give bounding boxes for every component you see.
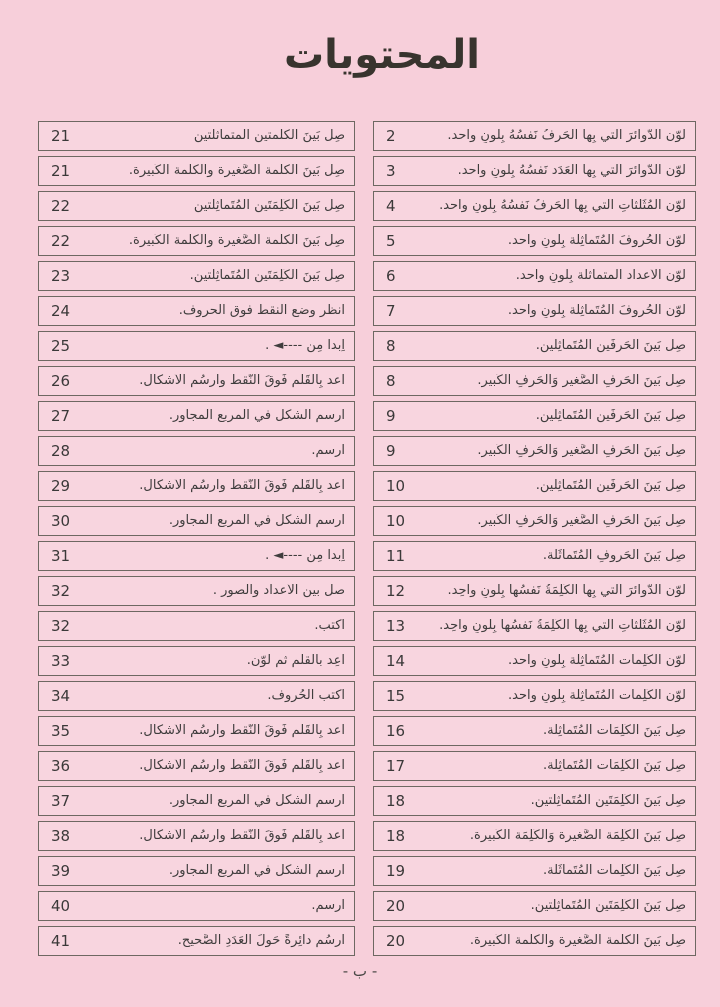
toc-row	[373, 646, 696, 676]
page-number: 24	[51, 302, 71, 320]
page-number: 32	[51, 582, 71, 600]
page-number: 32	[51, 617, 71, 635]
toc-row	[373, 261, 696, 291]
entry-title: لوّن الدّوائرَ التي بِها العَدَد نَفسُهُ بِلَونٍ واحد.	[457, 163, 686, 178]
page-number: 21	[51, 162, 71, 180]
toc-table	[38, 121, 696, 961]
page-number: 10	[386, 512, 406, 530]
entry-title: لوّن الدّوائرَ التي بِها الحَرفُ نَفسُهُ بِلَونٍ واحد.	[447, 128, 686, 143]
toc-row	[38, 156, 355, 186]
entry-title: أعد بِالقَلَمِ فَوقَ النُّقط وارسُم الأشكال.	[139, 373, 345, 388]
page-number: 39	[51, 862, 71, 880]
toc-row	[38, 366, 355, 396]
toc-row	[38, 576, 355, 606]
entry-title: ارسم الشكل في المربع المجاور.	[168, 793, 345, 808]
toc-row	[373, 471, 696, 501]
page-number: 3	[386, 162, 396, 180]
entry-title: انظر وضع النقط فوق الحروف.	[178, 303, 345, 318]
entry-title: صِل بَينَ الكَلِمَتَينِ المُتَماثِلتين.	[530, 793, 686, 808]
entry-title: صِل بَينَ الكَلِمَة الصَّغيرة وَالكَلِمَة الكَبيرة.	[469, 828, 686, 843]
toc-row	[373, 576, 696, 606]
entry-title: صِل بَينَ الكلمة الصَّغيرة والكلمة الكَبيرة.	[128, 233, 345, 248]
toc-row	[38, 226, 355, 256]
entry-title: لوّن الأعداد المتماثلة بِلَونٍ واحد.	[515, 268, 686, 283]
toc-row	[38, 471, 355, 501]
page-number: 11	[386, 547, 406, 565]
page-number: 22	[51, 197, 71, 215]
page-number: 6	[386, 267, 396, 285]
toc-row	[373, 821, 696, 851]
entry-title: اِبدأ مِن ----◄ .	[265, 548, 345, 563]
page-number: 25	[51, 337, 71, 355]
toc-row	[38, 436, 355, 466]
entry-title: ارسم الشكل في المربع المجاور.	[168, 513, 345, 528]
toc-row	[373, 121, 696, 151]
entry-title: صِل بَينَ الحَروفِ المُتَماثَلة.	[542, 548, 686, 563]
entry-title: أعد بِالقَلَمِ فَوقَ النُّقط وارسُم الأشكال.	[139, 478, 345, 493]
toc-row	[373, 541, 696, 571]
page-number: 37	[51, 792, 71, 810]
toc-row	[38, 786, 355, 816]
page-number: 13	[386, 617, 406, 635]
toc-row	[373, 716, 696, 746]
toc-row	[38, 541, 355, 571]
entry-title: صِل بَينَ الكلمة الصَّغيرة والكلمة الكَبيرة.	[469, 933, 686, 948]
toc-row	[373, 191, 696, 221]
entry-title: صل بين الأعداد والصور .	[212, 583, 345, 598]
toc-row	[373, 401, 696, 431]
page-number: 20	[386, 932, 406, 950]
entry-title: صِل بَينَ الكلمة الصَّغيرة والكلمة الكَبيرة.	[128, 163, 345, 178]
entry-title: أعد بِالقَلَمِ فَوقَ النُّقط وارسُم الأشكال.	[139, 828, 345, 843]
page-number: 36	[51, 757, 71, 775]
toc-row	[373, 226, 696, 256]
entry-title: ارسم.	[311, 443, 345, 458]
entry-title: صِل بَينَ الحَرفِ الصَّغير وَالحَرفِ الكَبير.	[477, 443, 686, 458]
page-number: 15	[386, 687, 406, 705]
toc-row	[373, 156, 696, 186]
toc-row	[373, 506, 696, 536]
entry-title: ارسم الشكل في المربع المجاور.	[168, 863, 345, 878]
page-number: 10	[386, 477, 406, 495]
entry-title: صِل بَينَ الكَلِمَتَينِ المُتَماثِلتين.	[189, 268, 345, 283]
toc-row	[38, 751, 355, 781]
entry-title: لوّن الكَلِمات المُتَماثِلَة بِلَونٍ واحد.	[508, 653, 686, 668]
entry-title: صِل بَينَ الحَرفَين المُتَماثِلين.	[535, 408, 686, 423]
entry-title: لوّن الكَلِمات المُتَماثِلَة بِلَونٍ واحد.	[508, 688, 686, 703]
page-number: 2	[386, 127, 396, 145]
toc-row	[38, 611, 355, 641]
page-number: 35	[51, 722, 71, 740]
page-number: 19	[386, 862, 406, 880]
entry-title: لوّن المُثَلثاتِ التي بِها الكَلِمَةُ نَفسُها بِلَونٍ واحِد.	[439, 618, 686, 633]
toc-row	[373, 786, 696, 816]
entry-title: صِل بَينَ الكَلِمَتَينِ المُتَماثِلتين	[193, 198, 345, 213]
page-number: 12	[386, 582, 406, 600]
entry-title: صِل بَينَ الحَرفِ الصَّغير وَالحَرفِ الكَبير.	[477, 513, 686, 528]
page-number: 9	[386, 442, 396, 460]
entry-title: صِل بَينَ الكلمتين المتماثلتين	[193, 128, 345, 143]
entry-title: صِل بَينَ الكَلِمَات المُتَماثِلة.	[543, 758, 686, 773]
toc-row	[38, 821, 355, 851]
toc-row	[373, 856, 696, 886]
toc-row	[373, 681, 696, 711]
toc-row	[38, 856, 355, 886]
page-number: 5	[386, 232, 396, 250]
toc-row	[38, 681, 355, 711]
page-number: 27	[51, 407, 71, 425]
toc-column-right	[373, 121, 696, 961]
entry-title: صِل بَينَ الحَرفِ الصَّغير وَالحَرفِ الكَبير.	[477, 373, 686, 388]
page-number: 30	[51, 512, 71, 530]
toc-row	[373, 331, 696, 361]
toc-row	[38, 121, 355, 151]
toc-row	[38, 926, 355, 956]
page-number: 9	[386, 407, 396, 425]
page-number: 28	[51, 442, 71, 460]
page-number: 26	[51, 372, 71, 390]
entry-title: لوّن الحُروفَ المُتَماثِلَة بِلَونٍ واحد.	[507, 303, 686, 318]
entry-title: اكتب الحُروف.	[267, 688, 345, 703]
page-number: 40	[51, 897, 71, 915]
page-number: 31	[51, 547, 71, 565]
toc-row	[38, 331, 355, 361]
entry-title: اكتب.	[314, 618, 345, 633]
entry-title: أعد بِالقَلَمِ فَوقَ النُّقط وارسُم الأشكال.	[139, 723, 345, 738]
toc-row	[38, 716, 355, 746]
toc-row	[373, 436, 696, 466]
entry-title: صِل بَينَ الكَلِمَتَينِ المُتَماثِلتين.	[530, 898, 686, 913]
page-number: 4	[386, 197, 396, 215]
page-number: 17	[386, 757, 406, 775]
page-title: المحتويات	[283, 32, 480, 78]
toc-row	[373, 751, 696, 781]
toc-row	[373, 926, 696, 956]
toc-row	[373, 891, 696, 921]
entry-title: صِل بَينَ الكَلِمَات المُتَماثِلة.	[543, 723, 686, 738]
entry-title: لوّن الحُروفَ المُتَماثِلَة بِلَونٍ واحد.	[507, 233, 686, 248]
page-number: 18	[386, 792, 406, 810]
entry-title: ارسم الشكل في المربع المجاور.	[168, 408, 345, 423]
page-number-footer: - ب -	[342, 962, 378, 980]
toc-row	[38, 891, 355, 921]
entry-title: أعِد بالقلم ثم لَوّن.	[246, 653, 345, 668]
page-number: 21	[51, 127, 71, 145]
toc-row	[373, 296, 696, 326]
page-number: 34	[51, 687, 71, 705]
entry-title: لوّن الدّوائرَ التي بِها الكَلِمَةُ نَفسُها بِلَونٍ واحِد.	[447, 583, 686, 598]
page-number: 8	[386, 337, 396, 355]
page-number: 8	[386, 372, 396, 390]
page-number: 20	[386, 897, 406, 915]
toc-row	[38, 646, 355, 676]
page-number: 22	[51, 232, 71, 250]
page-number: 41	[51, 932, 71, 950]
entry-title: ارسم.	[311, 898, 345, 913]
entry-title: لوّن المُثَلثاتِ التي بِها الحَرفُ نَفسُهُ بِلَونٍ واحد.	[439, 198, 686, 213]
toc-row	[373, 366, 696, 396]
page-number: 38	[51, 827, 71, 845]
entry-title: صِل بَينَ الحَرفَين المُتَماثِلين.	[535, 338, 686, 353]
toc-row	[38, 191, 355, 221]
entry-title: أعد بِالقَلَمِ فَوقَ النُّقط وارسُم الأشكال.	[139, 758, 345, 773]
toc-column-left	[38, 121, 355, 961]
page-number: 7	[386, 302, 396, 320]
toc-row	[38, 296, 355, 326]
page-number: 33	[51, 652, 71, 670]
page-number: 23	[51, 267, 71, 285]
toc-row	[38, 261, 355, 291]
entry-title: صِل بَينَ الكَلِمات المُتَماثَلة.	[543, 863, 686, 878]
page-number: 16	[386, 722, 406, 740]
toc-row	[373, 611, 696, 641]
page-number: 14	[386, 652, 406, 670]
entry-title: اِبدأ مِن ----◄ .	[265, 338, 345, 353]
toc-row	[38, 506, 355, 536]
page-number: 29	[51, 477, 71, 495]
entry-title: صِل بَينَ الحَرفَين المُتَماثِلين.	[535, 478, 686, 493]
toc-row	[38, 401, 355, 431]
entry-title: ارسُم دائِرةً حَولَ العَدَدِ الصَّحيح.	[177, 933, 345, 948]
page-number: 18	[386, 827, 406, 845]
